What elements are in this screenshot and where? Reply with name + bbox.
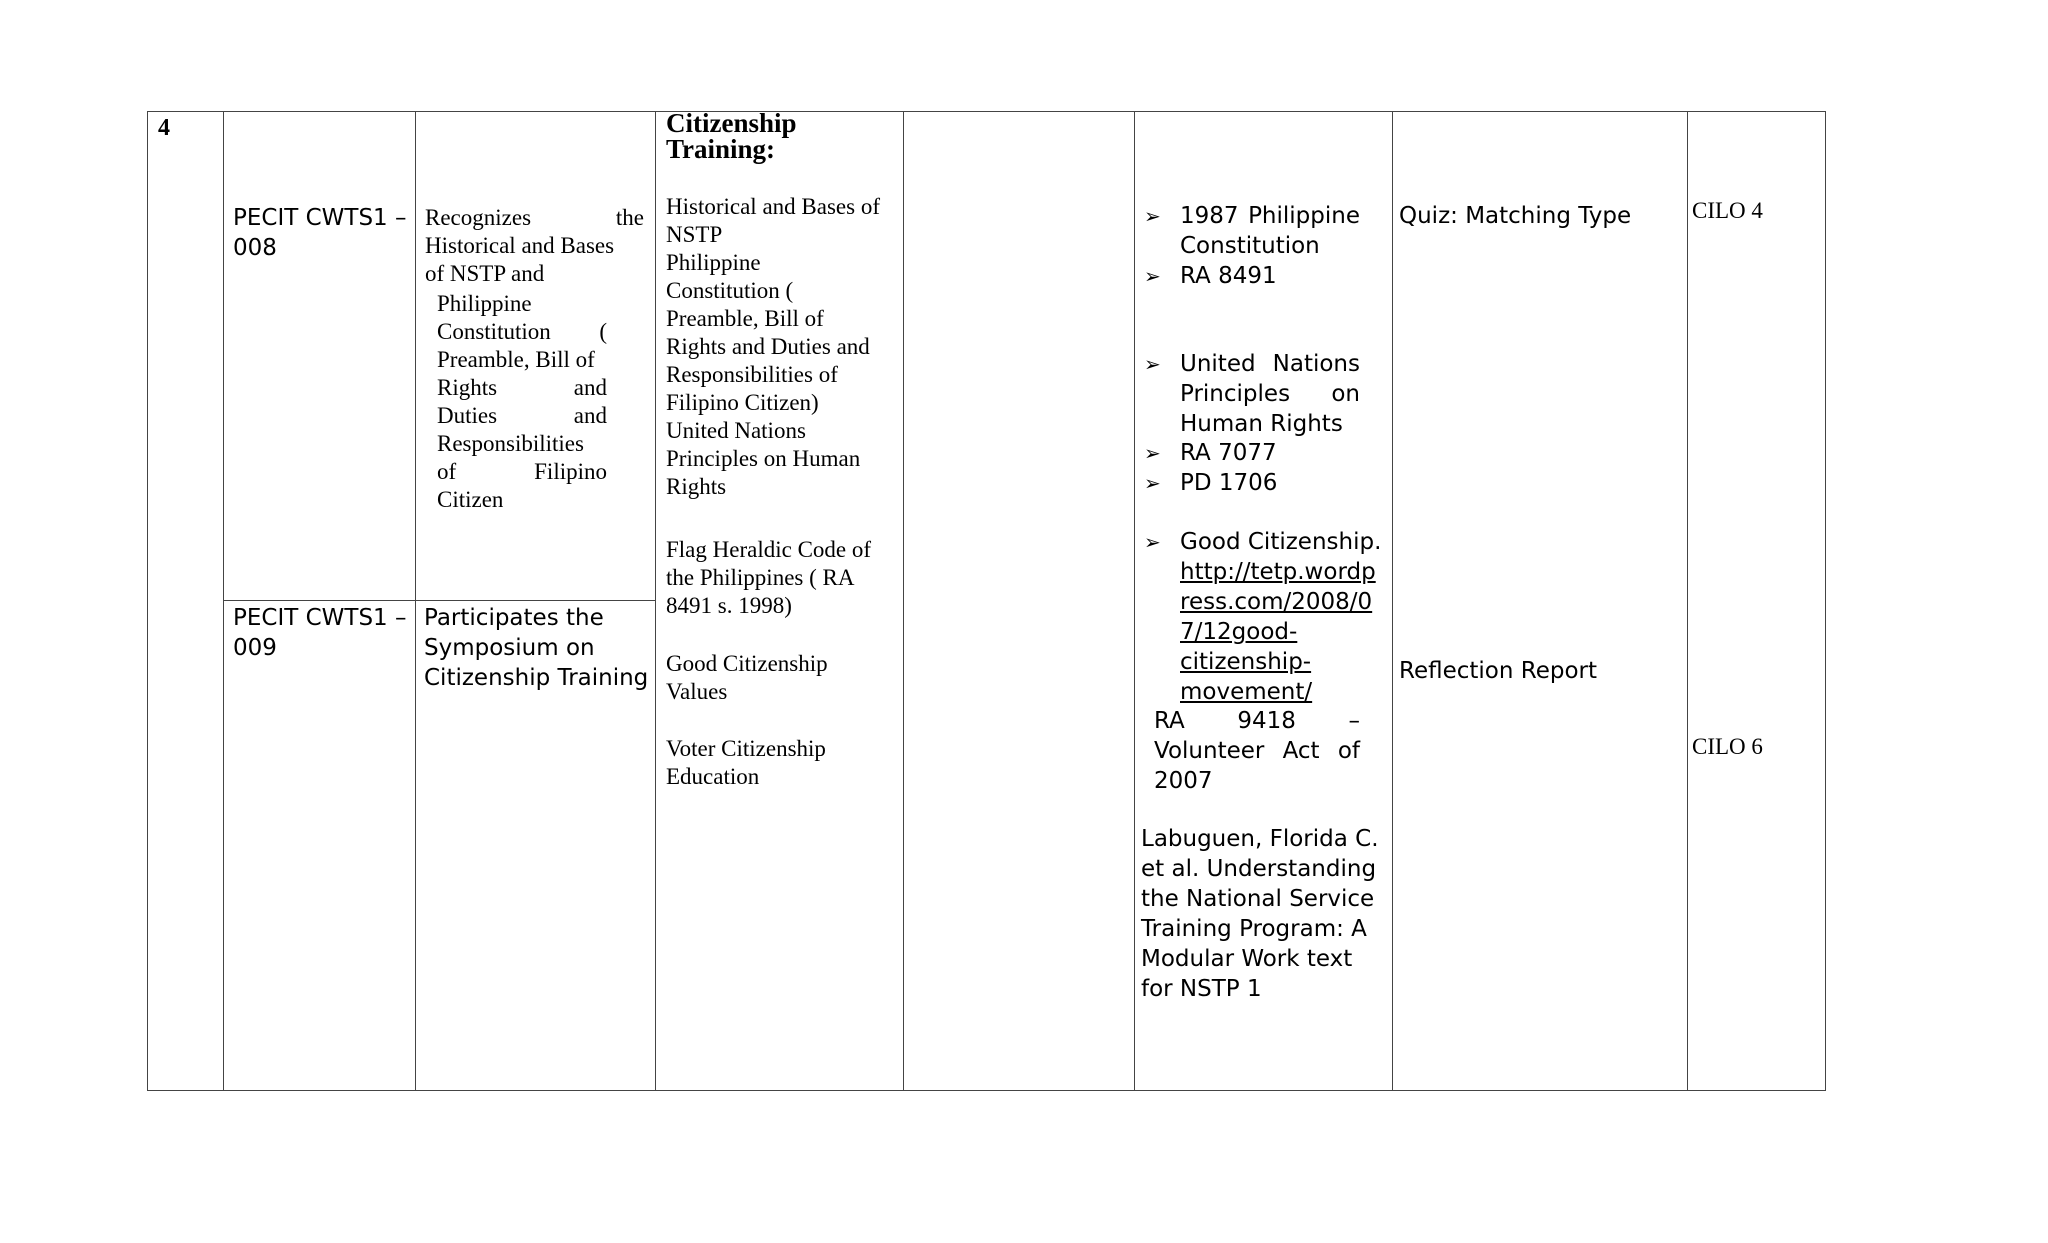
column-divider — [903, 111, 904, 1091]
outcome-word: the — [615, 205, 644, 230]
course-code-text: PECIT CWTS1 – 008 — [233, 205, 407, 261]
table-left-border — [147, 111, 148, 1091]
cilo-label: CILO 6 — [1692, 734, 1763, 759]
topic-heading: Citizenship Training: — [666, 108, 797, 164]
course-code-1 — [233, 203, 409, 263]
arrow-bullet-icon: ➢ — [1144, 204, 1161, 228]
outcome-line: Philippine — [437, 291, 532, 316]
outcome-line: Responsibilities — [437, 431, 584, 456]
assessment-reflection: Reflection Report — [1399, 658, 1597, 684]
outcome-line: Symposium on — [424, 635, 595, 661]
outcome-line: Preamble, Bill of — [437, 347, 595, 372]
column-divider — [223, 111, 224, 1091]
arrow-bullet-icon: ➢ — [1144, 530, 1161, 554]
course-code-text: PECIT CWTS1 – 009 — [233, 605, 407, 661]
cilo-label: CILO 4 — [1692, 198, 1763, 223]
outcome-line: Citizen — [437, 487, 504, 512]
reference-item: RA 8491 — [1180, 263, 1277, 289]
topic-block-1: Historical and Bases of NSTP Philippine Constitution ( Preamble, Bill of Rights and Duties and Responsibilities of Filipino Citizen) United Nations Principles on Human Rights — [666, 194, 880, 499]
outcome-line: of Filipino — [437, 459, 607, 484]
column-divider — [1134, 111, 1135, 1091]
arrow-bullet-icon: ➢ — [1144, 441, 1161, 465]
reference-ra9418: RA 9418 – Volunteer Act of 2007 — [1154, 708, 1360, 794]
outcome-line: Historical and Bases — [425, 233, 615, 258]
reference-item: RA 7077 — [1180, 440, 1277, 466]
outcome-line — [425, 204, 644, 232]
learning-outcome-1 — [425, 204, 644, 288]
row-divider — [223, 600, 655, 601]
table-bottom-border — [147, 1090, 1826, 1091]
outcome-line: of NSTP and — [425, 261, 545, 286]
column-divider — [1392, 111, 1393, 1091]
reference-book: Labuguen, Florida C. et al. Understanding the National Service Training Program: A Modular Work text for NSTP 1 — [1141, 826, 1379, 1002]
reference-item: PD 1706 — [1180, 470, 1278, 496]
column-divider — [1687, 111, 1688, 1091]
outcome-line: Duties and — [437, 403, 607, 428]
week-number: 4 — [158, 115, 170, 141]
learning-outcome-1-indented — [437, 290, 607, 514]
learning-outcome-2 — [424, 603, 654, 693]
reference-link[interactable]: http://tetp.wordp ress.com/2008/0 7/12good- citizenship- movement/ — [1180, 559, 1376, 705]
course-code-2 — [233, 603, 409, 663]
column-divider — [655, 111, 656, 1091]
table-right-border — [1825, 111, 1826, 1091]
reference-item: 1987 Philippine Constitution — [1180, 203, 1360, 259]
outcome-line: Rights and — [437, 375, 607, 400]
outcome-line: Citizenship Training — [424, 665, 649, 691]
reference-item: United Nations Principles on Human Rights — [1180, 351, 1360, 437]
assessment-quiz: Quiz: Matching Type — [1399, 203, 1632, 229]
topic-block-3: Good Citizenship Values — [666, 651, 828, 704]
topic-block-4: Voter Citizenship Education — [666, 736, 826, 789]
reference-item: Good Citizenship. — [1180, 529, 1382, 555]
table-top-border — [147, 111, 1826, 112]
arrow-bullet-icon: ➢ — [1144, 471, 1161, 495]
outcome-word: Recognizes — [425, 205, 532, 230]
outcome-line: Participates the — [424, 605, 604, 631]
outcome-line: Constitution ( — [437, 319, 607, 344]
arrow-bullet-icon: ➢ — [1144, 264, 1161, 288]
topic-block-2: Flag Heraldic Code of the Philippines ( RA 8491 s. 1998) — [666, 537, 872, 618]
column-divider — [415, 111, 416, 1091]
arrow-bullet-icon: ➢ — [1144, 352, 1161, 376]
